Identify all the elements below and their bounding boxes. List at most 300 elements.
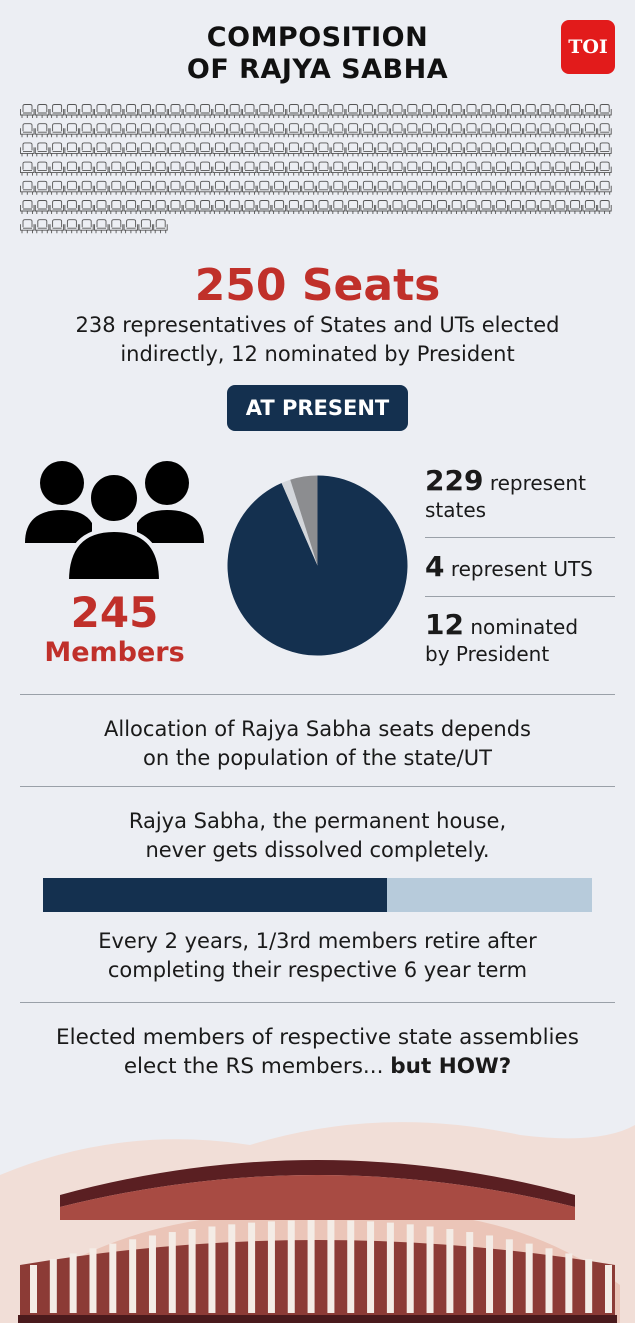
chair-icon <box>139 124 153 138</box>
chair-icon <box>450 124 464 138</box>
chair-icon <box>361 162 375 176</box>
chair-icon <box>139 220 153 234</box>
chair-icon <box>287 105 301 119</box>
chair-icon <box>568 105 582 119</box>
chair-icon <box>524 124 538 138</box>
chair-icon <box>583 181 597 195</box>
chair-icon <box>65 201 79 215</box>
chair-icon <box>598 124 612 138</box>
chair-icon <box>598 105 612 119</box>
column <box>169 1232 176 1313</box>
chair-icon <box>331 201 345 215</box>
toi-logo: TOI <box>561 20 615 74</box>
chair-icon <box>420 124 434 138</box>
chair-icon <box>568 124 582 138</box>
chair-icon <box>435 105 449 119</box>
chair-icon <box>154 162 168 176</box>
chair-icon <box>465 162 479 176</box>
chair-icon <box>198 124 212 138</box>
divider <box>20 694 615 695</box>
chair-icon <box>539 143 553 157</box>
chair-icon <box>583 143 597 157</box>
chair-icon <box>109 201 123 215</box>
chair-icon <box>65 181 79 195</box>
elect-line-2: elect the RS members... <box>123 1054 391 1079</box>
chair-icon <box>50 201 64 215</box>
chair-icon <box>479 162 493 176</box>
chair-icon <box>376 181 390 195</box>
chair-icon <box>21 162 35 176</box>
chair-icon <box>65 162 79 176</box>
chair-icon <box>494 201 508 215</box>
chair-icon <box>539 124 553 138</box>
chair-icon <box>391 124 405 138</box>
chair-icon <box>183 162 197 176</box>
column <box>546 1248 553 1313</box>
chair-icon <box>376 162 390 176</box>
chair-icon <box>213 181 227 195</box>
chair-icon <box>302 105 316 119</box>
chair-icon <box>405 143 419 157</box>
permanent-line-2: never gets dissolved completely. <box>145 838 490 862</box>
chair-icon <box>80 143 94 157</box>
column <box>208 1226 215 1313</box>
chair-icon <box>80 181 94 195</box>
chair-icon <box>243 201 257 215</box>
chair-icon <box>228 201 242 215</box>
column <box>268 1221 275 1313</box>
chair-icon <box>109 162 123 176</box>
chair-icon <box>494 181 508 195</box>
chair-icon <box>376 105 390 119</box>
chair-icon <box>494 105 508 119</box>
column <box>30 1265 37 1313</box>
chair-icon <box>361 181 375 195</box>
chair-icon <box>257 181 271 195</box>
divider <box>425 537 615 538</box>
chair-icon <box>243 181 257 195</box>
retire-line-2: completing their respective 6 year term <box>107 958 528 982</box>
chair-icon <box>361 124 375 138</box>
stat-states-number: 229 <box>425 464 484 497</box>
chair-icon <box>80 220 94 234</box>
chair-icon <box>553 181 567 195</box>
chair-icon <box>154 124 168 138</box>
chair-icon <box>169 143 183 157</box>
chair-icon <box>376 124 390 138</box>
stat-nominated <box>425 608 615 668</box>
chair-icon <box>50 162 64 176</box>
chair-icon <box>124 143 138 157</box>
column <box>189 1229 196 1313</box>
allocation-line-2: on the population of the state/UT <box>143 746 492 770</box>
page-title <box>0 22 635 86</box>
chair-icon <box>213 124 227 138</box>
chair-icon <box>465 124 479 138</box>
chair-icon <box>376 143 390 157</box>
chair-icon <box>243 105 257 119</box>
chair-icon <box>124 162 138 176</box>
seats-description <box>0 311 635 369</box>
at-present-badge: AT PRESENT <box>227 385 408 431</box>
chair-icon <box>183 143 197 157</box>
chair-icon <box>435 162 449 176</box>
members-pie-chart <box>225 473 410 658</box>
chair-icon <box>420 201 434 215</box>
parliament-building-illustration <box>0 1085 635 1323</box>
chair-icon <box>331 143 345 157</box>
chair-icon <box>154 143 168 157</box>
chair-icon <box>479 201 493 215</box>
chair-icon <box>95 201 109 215</box>
permanent-text <box>0 807 635 865</box>
chair-icon <box>35 181 49 195</box>
chair-icon <box>420 181 434 195</box>
chair-icon <box>391 181 405 195</box>
column <box>367 1221 374 1313</box>
chair-icon <box>420 143 434 157</box>
chair-icon <box>509 143 523 157</box>
chair-icon <box>272 105 286 119</box>
chair-icon <box>598 143 612 157</box>
chair-icon <box>21 220 35 234</box>
chair-icon <box>524 105 538 119</box>
chair-icon <box>21 105 35 119</box>
chair-icon <box>391 201 405 215</box>
retire-line-1: Every 2 years, 1/3rd members retire after <box>98 929 537 953</box>
column <box>50 1259 57 1313</box>
chair-icon <box>21 181 35 195</box>
stat-nominated-text-2: by President <box>425 642 550 666</box>
chair-icon <box>317 201 331 215</box>
elect-text <box>0 1023 635 1081</box>
chair-icon <box>479 181 493 195</box>
chair-icon <box>405 181 419 195</box>
chair-icon <box>405 105 419 119</box>
chair-icon <box>21 143 35 157</box>
chair-icon <box>228 124 242 138</box>
chair-icon <box>35 124 49 138</box>
chair-icon <box>257 201 271 215</box>
chair-icon <box>287 162 301 176</box>
chair-icon <box>391 105 405 119</box>
stat-nominated-text: nominated <box>470 615 579 639</box>
seats-description-line-2: indirectly, 12 nominated by President <box>120 342 515 366</box>
permanent-line-1: Rajya Sabha, the permanent house, <box>128 809 507 833</box>
column <box>526 1244 533 1313</box>
column <box>149 1235 156 1313</box>
title-line-2: OF RAJYA SABHA <box>186 54 449 85</box>
chair-icon <box>524 181 538 195</box>
column <box>347 1220 354 1313</box>
chair-icon <box>124 220 138 234</box>
chair-icon <box>568 201 582 215</box>
chair-icon <box>405 162 419 176</box>
chair-icon <box>450 105 464 119</box>
divider <box>20 1002 615 1003</box>
chair-icon <box>598 181 612 195</box>
chair-icon <box>65 105 79 119</box>
chair-icon <box>553 105 567 119</box>
chair-icon <box>287 201 301 215</box>
column <box>308 1220 315 1313</box>
chair-icon <box>154 201 168 215</box>
chair-icon <box>450 201 464 215</box>
column <box>288 1220 295 1313</box>
chair-icon <box>213 105 227 119</box>
chair-icon <box>331 124 345 138</box>
chair-icon <box>583 162 597 176</box>
chair-icon <box>95 220 109 234</box>
chair-icon <box>287 181 301 195</box>
chair-icon <box>465 181 479 195</box>
elect-line-1: Elected members of respective state assemblies <box>56 1025 579 1050</box>
chair-icon <box>35 201 49 215</box>
column <box>565 1253 572 1313</box>
chair-icon <box>583 124 597 138</box>
chair-icon <box>553 162 567 176</box>
members-label: Members <box>44 637 185 668</box>
chair-icon <box>361 143 375 157</box>
chair-icon <box>65 124 79 138</box>
chair-icon <box>553 201 567 215</box>
chair-icon <box>509 181 523 195</box>
chair-icon <box>95 124 109 138</box>
chair-icon <box>213 143 227 157</box>
chair-icon <box>524 143 538 157</box>
chair-icon <box>109 124 123 138</box>
chair-icon <box>109 105 123 119</box>
chair-icon <box>435 124 449 138</box>
chair-icon <box>169 201 183 215</box>
chair-icon <box>124 124 138 138</box>
chair-icon <box>257 124 271 138</box>
chair-icon <box>198 201 212 215</box>
chair-icon <box>80 201 94 215</box>
chair-icon <box>228 143 242 157</box>
column <box>70 1253 77 1313</box>
chair-icon <box>257 105 271 119</box>
title-line-1: COMPOSITION <box>206 22 429 53</box>
chair-icon <box>435 181 449 195</box>
chair-icon <box>450 162 464 176</box>
chair-icon <box>65 220 79 234</box>
chair-icon <box>494 162 508 176</box>
chair-icon <box>465 201 479 215</box>
chair-icon <box>331 162 345 176</box>
chair-icon <box>183 105 197 119</box>
chair-icon <box>317 181 331 195</box>
chair-icon <box>598 162 612 176</box>
chair-icon <box>95 105 109 119</box>
chair-icon <box>109 181 123 195</box>
chair-icon <box>331 105 345 119</box>
chair-icon <box>243 143 257 157</box>
stat-nominated-number: 12 <box>425 608 464 641</box>
chair-icon <box>524 162 538 176</box>
chair-icon <box>21 124 35 138</box>
chair-icon <box>80 162 94 176</box>
chair-icon <box>243 124 257 138</box>
column <box>605 1265 612 1313</box>
chair-icon <box>450 143 464 157</box>
chair-icon <box>302 181 316 195</box>
chair-icon <box>494 143 508 157</box>
chair-icon <box>568 181 582 195</box>
stat-uts-text: represent UTS <box>450 557 593 581</box>
chair-icon <box>183 181 197 195</box>
chair-icon <box>50 105 64 119</box>
stat-states <box>425 464 615 524</box>
chair-icon <box>272 181 286 195</box>
seats-description-line-1: 238 representatives of States and UTs elected <box>75 313 560 337</box>
chair-icon <box>95 143 109 157</box>
chair-icon <box>213 201 227 215</box>
chair-icon <box>95 162 109 176</box>
chair-icon <box>583 105 597 119</box>
chair-icon <box>361 105 375 119</box>
chair-icon <box>124 181 138 195</box>
chair-icon <box>524 201 538 215</box>
chair-icon <box>50 181 64 195</box>
seats-grid <box>20 104 620 274</box>
continuing-members-bar <box>43 878 387 912</box>
chair-icon <box>169 105 183 119</box>
chair-icon <box>257 143 271 157</box>
column <box>387 1223 394 1313</box>
column <box>466 1232 473 1313</box>
chair-icon <box>35 162 49 176</box>
chair-icon <box>35 143 49 157</box>
chair-icon <box>568 162 582 176</box>
chair-icon <box>479 105 493 119</box>
seats-headline: 250 Seats <box>194 260 441 311</box>
chair-icon <box>21 201 35 215</box>
chair-icon <box>553 143 567 157</box>
chair-icon <box>139 143 153 157</box>
chair-icon <box>243 162 257 176</box>
chair-icon <box>287 143 301 157</box>
chair-icon <box>198 143 212 157</box>
chair-icon <box>228 162 242 176</box>
chair-icon <box>509 124 523 138</box>
column <box>327 1220 334 1313</box>
chair-icon <box>213 162 227 176</box>
chair-icon <box>420 162 434 176</box>
chair-icon <box>154 105 168 119</box>
chair-icon <box>509 162 523 176</box>
chair-icon <box>302 143 316 157</box>
chair-icon <box>598 201 612 215</box>
chair-icon <box>494 124 508 138</box>
chair-icon <box>109 143 123 157</box>
chair-icon <box>198 105 212 119</box>
chair-icon <box>35 105 49 119</box>
chair-icon <box>317 124 331 138</box>
elect-emphasis: but HOW? <box>390 1054 512 1079</box>
column <box>407 1224 414 1313</box>
chair-icon <box>346 105 360 119</box>
chair-icon <box>317 162 331 176</box>
chair-icon <box>272 162 286 176</box>
chair-icon <box>287 124 301 138</box>
chair-icon <box>479 143 493 157</box>
divider <box>425 596 615 597</box>
chair-icon <box>50 220 64 234</box>
chair-icon <box>553 124 567 138</box>
chair-icon <box>169 181 183 195</box>
chair-icon <box>509 105 523 119</box>
chair-icon <box>80 105 94 119</box>
chair-icon <box>420 105 434 119</box>
allocation-line-1: Allocation of Rajya Sabha seats depends <box>104 717 531 741</box>
chair-icon <box>405 124 419 138</box>
chair-icon <box>435 201 449 215</box>
chair-icon <box>346 143 360 157</box>
people-group-icon <box>22 458 207 583</box>
column <box>585 1259 592 1313</box>
chair-icon <box>302 201 316 215</box>
chair-icon <box>183 124 197 138</box>
chair-icon <box>139 201 153 215</box>
chair-icon <box>346 124 360 138</box>
chair-icon <box>154 181 168 195</box>
chair-icon <box>139 181 153 195</box>
chair-icon <box>65 143 79 157</box>
chair-icon <box>272 201 286 215</box>
chair-icon <box>346 201 360 215</box>
column <box>486 1235 493 1313</box>
chair-icon <box>302 124 316 138</box>
chair-icon <box>124 201 138 215</box>
members-count: 245 <box>70 588 159 637</box>
chair-icon <box>139 105 153 119</box>
column <box>427 1226 434 1313</box>
chair-icon <box>302 162 316 176</box>
chair-icon <box>228 105 242 119</box>
chair-icon <box>183 201 197 215</box>
chair-icon <box>450 181 464 195</box>
chair-icon <box>539 201 553 215</box>
chair-icon <box>331 181 345 195</box>
chair-icon <box>317 143 331 157</box>
divider <box>20 786 615 787</box>
chair-icon <box>465 105 479 119</box>
chair-icon <box>346 162 360 176</box>
column <box>228 1224 235 1313</box>
chair-icon <box>169 162 183 176</box>
chair-icon <box>35 220 49 234</box>
chair-icon <box>50 143 64 157</box>
chair-icon <box>139 162 153 176</box>
chair-icon <box>272 143 286 157</box>
retiring-members-bar <box>387 878 592 912</box>
stat-states-text: represent <box>489 471 586 495</box>
chair-icon <box>154 220 168 234</box>
chair-icon <box>346 181 360 195</box>
chair-icon <box>405 201 419 215</box>
chair-icon <box>272 124 286 138</box>
chair-icon <box>376 201 390 215</box>
chair-icon <box>80 124 94 138</box>
chair-icon <box>465 143 479 157</box>
chair-icon <box>539 181 553 195</box>
column <box>89 1248 96 1313</box>
column <box>446 1229 453 1313</box>
chair-icon <box>391 162 405 176</box>
column <box>506 1239 513 1313</box>
chair-icon <box>435 143 449 157</box>
